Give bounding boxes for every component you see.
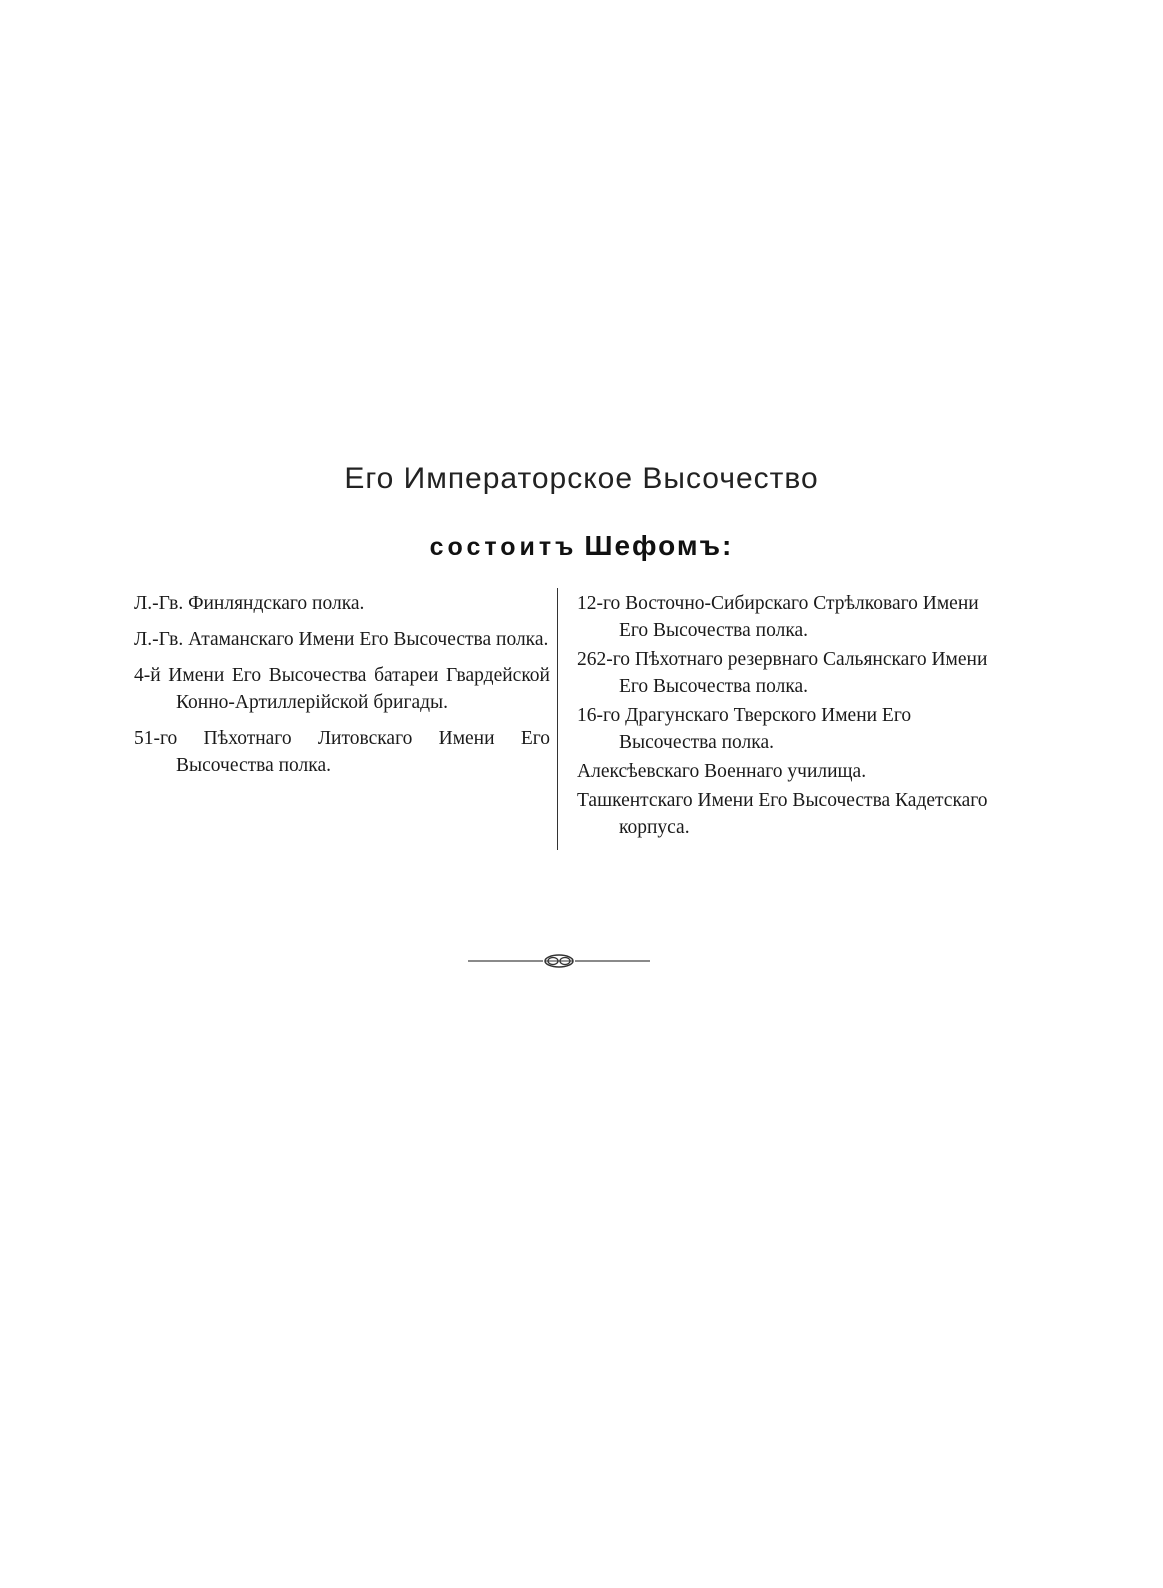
left-column-list xyxy=(134,590,550,788)
page-subtitle xyxy=(0,530,1163,562)
list-item: 262-го Пѣхотнаго резервнаго Сальянскаго Имени Его Высочества полка. xyxy=(577,649,988,697)
list-item: Л.-Гв. Финляндскаго полка. xyxy=(134,593,365,614)
list-item: Алексѣевскаго Военнаго училища. xyxy=(577,761,867,782)
ornament-divider-icon xyxy=(468,950,650,972)
list-item: 4-й Имени Его Высочества батареи Гвардейской Конно-Артиллерійской бригады. xyxy=(134,665,550,713)
right-column-list xyxy=(577,590,997,843)
column-divider xyxy=(557,588,558,850)
subtitle-verb: состоитъ xyxy=(429,533,578,561)
list-item: Л.-Гв. Атаманскаго Имени Его Высочества полка. xyxy=(134,629,549,650)
subtitle-noun: Шефомъ: xyxy=(584,530,734,561)
list-item: 51-го Пѣхотнаго Литовскаго Имени Его Высочества полка. xyxy=(134,728,550,776)
list-item: Ташкентскаго Имени Его Высочества Кадетскаго корпуса. xyxy=(577,790,988,838)
list-item: 16-го Драгунскаго Тверского Имени Его Высочества полка. xyxy=(577,705,912,753)
page-title: Его Императорское Высочество xyxy=(344,462,819,495)
list-item: 12-го Восточно-Сибирскаго Стрѣлковаго Имени Его Высочества полка. xyxy=(577,593,979,641)
